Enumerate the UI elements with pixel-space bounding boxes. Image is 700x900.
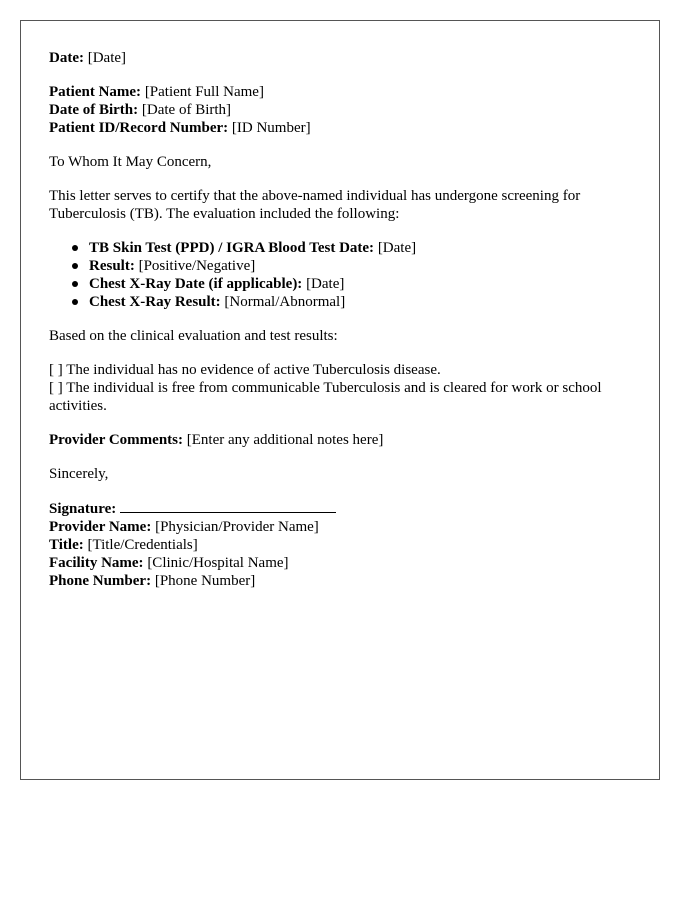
provider-title-label: Title: (49, 537, 84, 553)
comments-section (49, 431, 631, 449)
comments-line (49, 431, 631, 449)
date-label: Date: (49, 50, 84, 66)
patient-dob-label: Date of Birth: (49, 102, 139, 118)
eval-label: Result: (89, 258, 135, 274)
facility-line (49, 554, 631, 572)
checkbox-section (49, 361, 631, 415)
intro-section (49, 187, 631, 223)
eval-value: [Positive/Negative] (138, 258, 256, 274)
patient-info (49, 83, 631, 137)
bullet-icon (72, 299, 78, 305)
eval-value: [Date] (306, 276, 345, 292)
tb-clearance-letter (20, 20, 660, 780)
checkbox-label: The individual is free from communicable Tuberculosis and is cleared for work or school activities. (49, 380, 606, 414)
patient-name-label: Patient Name: (49, 84, 142, 100)
provider-name-value: [Physician/Provider Name] (155, 519, 319, 535)
intro-paragraph: This letter serves to certify that the above-named individual has undergone screening for Tuberculosis (TB). The evaluation included the following: (49, 188, 584, 222)
patient-dob-line (49, 101, 631, 119)
comments-label: Provider Comments: (49, 432, 184, 448)
list-item (89, 257, 631, 275)
provider-name-label: Provider Name: (49, 519, 152, 535)
patient-name-value: [Patient Full Name] (144, 84, 264, 100)
closing: Sincerely, (49, 466, 109, 482)
patient-id-label: Patient ID/Record Number: (49, 120, 229, 136)
eval-label: TB Skin Test (PPD) / IGRA Blood Test Date: (89, 240, 375, 256)
facility-label: Facility Name: (49, 555, 144, 571)
list-item (89, 293, 631, 311)
bullet-icon (72, 245, 78, 251)
eval-label: Chest X-Ray Date (if applicable): (89, 276, 303, 292)
checkbox-line (49, 379, 631, 415)
phone-line (49, 572, 631, 590)
bullet-icon (72, 263, 78, 269)
date-section (49, 49, 631, 67)
patient-id-value: [ID Number] (231, 120, 311, 136)
phone-label: Phone Number: (49, 573, 152, 589)
bullet-icon (72, 281, 78, 287)
signature-label: Signature: (49, 501, 117, 517)
provider-title-value: [Title/Credentials] (87, 537, 198, 553)
date-value: [Date] (87, 50, 127, 66)
salutation-section (49, 153, 631, 171)
basis-section (49, 327, 631, 345)
checkbox[interactable]: [ ] (49, 362, 63, 378)
signature-field[interactable] (120, 499, 336, 513)
basis-text: Based on the clinical evaluation and test results: (49, 328, 338, 344)
patient-dob-value: [Date of Birth] (141, 102, 232, 118)
provider-name-line (49, 518, 631, 536)
comments-value[interactable]: [Enter any additional notes here] (186, 432, 384, 448)
closing-section (49, 465, 631, 483)
phone-value: [Phone Number] (154, 573, 256, 589)
date-line (49, 49, 631, 67)
eval-label: Chest X-Ray Result: (89, 294, 221, 310)
list-item (89, 275, 631, 293)
evaluation-list (49, 239, 631, 311)
list-item (89, 239, 631, 257)
checkbox-label: The individual has no evidence of active Tuberculosis disease. (66, 362, 441, 378)
provider-title-line (49, 536, 631, 554)
checkbox[interactable]: [ ] (49, 380, 63, 396)
patient-name-line (49, 83, 631, 101)
signature-block (49, 499, 631, 590)
salutation: To Whom It May Concern, (49, 154, 212, 170)
patient-id-line (49, 119, 631, 137)
facility-value: [Clinic/Hospital Name] (147, 555, 289, 571)
signature-line (49, 499, 631, 518)
eval-value: [Date] (377, 240, 417, 256)
eval-value: [Normal/Abnormal] (224, 294, 346, 310)
checkbox-line (49, 361, 631, 379)
